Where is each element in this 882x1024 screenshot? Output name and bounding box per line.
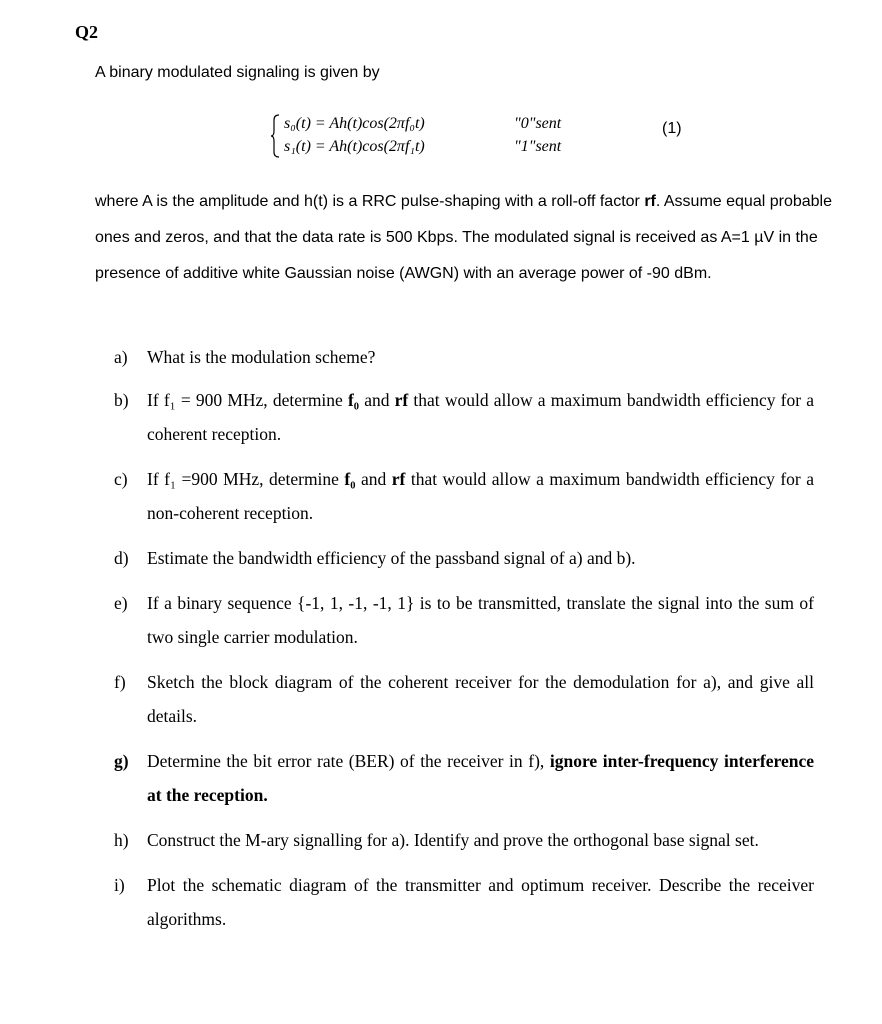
sub-question-a: a) What is the modulation scheme? xyxy=(114,340,814,374)
problem-description: where A is the amplitude and h(t) is a RRC pulse-shaping with a roll-off factor rf. Assume equal probable ones and zeros, and that the data rate is 500 Kbps. The modulated signal is received as A=1 µV in the presence of additive white Gaussian noise (AWGN) with an average power of -90 dBm. xyxy=(95,193,832,282)
sub-question-f: f) Sketch the block diagram of the coherent receiver for the demodulation for a), and give all details. xyxy=(114,665,814,733)
sub-question-b: b) If f₁ = 900 MHz, determine f₀ and rf that would allow a maximum bandwidth efficiency for a coherent reception. xyxy=(114,383,814,451)
sub-question-i: i) Plot the schematic diagram of the transmitter and optimum receiver. Describe the receiver algorithms. xyxy=(114,868,814,936)
equation-number: (1) xyxy=(662,120,682,137)
sub-question-e: e) If a binary sequence {-1, 1, -1, -1, 1} is to be transmitted, translate the signal into the sum of two single carrier modulation. xyxy=(114,586,814,654)
item-label: d) xyxy=(114,548,129,568)
equation-block xyxy=(270,112,690,162)
equation-tag-0-sent: "0"sent xyxy=(514,115,562,132)
sub-question-g: g) Determine the bit error rate (BER) of the receiver in f), ignore inter-frequency interference at the reception. xyxy=(114,744,814,812)
equation-line-s1: s₁(t) = Ah(t)cos(2πf₁t) xyxy=(284,138,425,155)
left-brace-icon xyxy=(270,114,280,158)
item-label: a) xyxy=(114,347,128,367)
item-label: g) xyxy=(114,751,129,771)
sub-question-list xyxy=(114,340,814,936)
sub-question-c: c) If f₁ =900 MHz, determine f₀ and rf that would allow a maximum bandwidth efficiency for a non-coherent reception. xyxy=(114,462,814,530)
equation-line-s0: s₀(t) = Ah(t)cos(2πf₀t) xyxy=(284,115,425,132)
sub-question-h: h) Construct the M-ary signalling for a). Identify and prove the orthogonal base signal set. xyxy=(114,823,814,857)
rf-term: rf xyxy=(644,193,656,210)
sub-question-d: d) Estimate the bandwidth efficiency of the passband signal of a) and b). xyxy=(114,541,814,575)
question-intro: A binary modulated signaling is given by xyxy=(95,64,380,81)
item-label: h) xyxy=(114,830,129,850)
item-label: c) xyxy=(114,469,128,489)
equation-tag-1-sent: "1"sent xyxy=(514,138,562,155)
item-label: f) xyxy=(114,672,126,692)
question-label: Q2 xyxy=(75,22,99,42)
item-label: i) xyxy=(114,875,125,895)
item-label: b) xyxy=(114,390,129,410)
item-label: e) xyxy=(114,593,128,613)
